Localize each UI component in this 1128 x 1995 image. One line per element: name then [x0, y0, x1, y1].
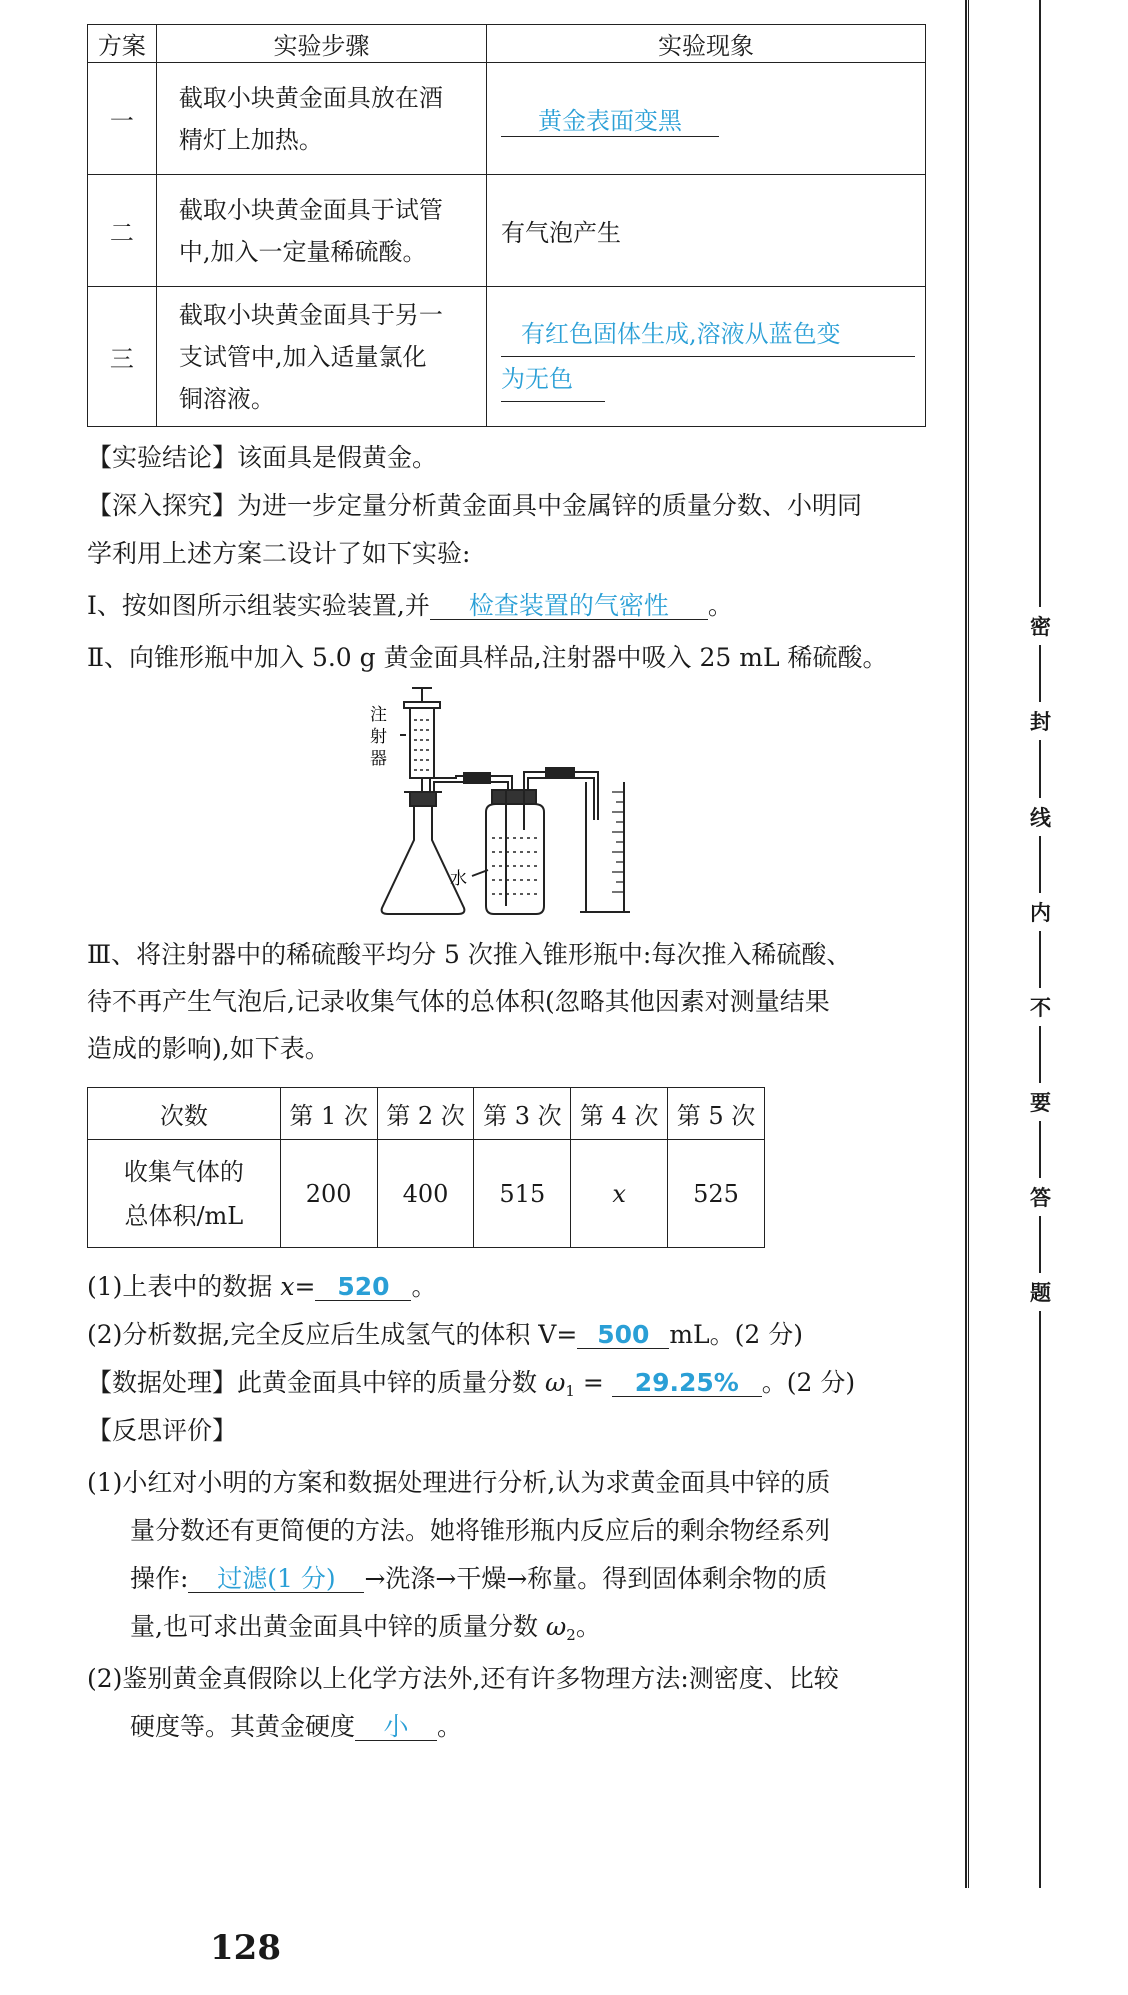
table-cell: 525 — [668, 1140, 765, 1248]
step-line: 中,加入一定量稀硫酸。 — [178, 237, 427, 266]
question-end: 。 — [411, 1272, 437, 1301]
row-label-line: 收集气体的 — [123, 1157, 244, 1186]
table-row — [88, 175, 926, 287]
question-end: mL。(2 分) — [669, 1320, 803, 1349]
seal-char: 密 — [1030, 607, 1051, 645]
step-1-answer: 检查装置的气密性 — [430, 593, 708, 620]
table-cell: 200 — [280, 1140, 377, 1248]
omega-symbol: ω — [544, 1368, 566, 1397]
equals: = — [582, 1368, 604, 1397]
gas-bottle-icon — [486, 790, 544, 914]
data-processing — [87, 1370, 855, 1404]
omega-symbol: ω — [545, 1612, 567, 1641]
question-2 — [87, 1322, 803, 1349]
explore-text: 【深入探究】为进一步定量分析黄金面具中金属锌的质量分数、小明同 — [87, 491, 863, 520]
step-2: Ⅱ、向锥形瓶中加入 5.0 g 黄金面具样品,注射器中吸入 25 mL 稀硫酸。 — [87, 643, 888, 672]
observation-answer: 为无色 — [501, 357, 605, 402]
plan-cell: 二 — [88, 175, 157, 287]
reflection-title: 【反思评价】 — [87, 1416, 238, 1445]
data-processing-answer: 29.25% — [612, 1370, 762, 1397]
syringe-icon — [400, 688, 440, 792]
margin-divider — [968, 0, 969, 1888]
question-2-answer: 500 — [577, 1322, 669, 1349]
experiment-table — [87, 24, 926, 427]
table-cell: 400 — [377, 1140, 474, 1248]
syringe-label: 射 — [370, 727, 387, 747]
experiment-conclusion: 【实验结论】该面具是假黄金。 — [87, 443, 438, 472]
plan-cell: 三 — [88, 287, 157, 427]
table-row — [88, 63, 926, 175]
step-line: 截取小块黄金面具于另一 — [178, 300, 443, 329]
observation-answer: 黄金表面变黑 — [501, 101, 719, 137]
subscript: 2 — [566, 1626, 576, 1644]
question-text: →洗涤→干燥→称量。得到固体剩余物的质 — [364, 1564, 828, 1593]
table-cell: x — [571, 1140, 668, 1248]
step-cell — [156, 63, 486, 175]
observation-cell — [487, 287, 926, 427]
question-text: 操作: — [130, 1564, 189, 1593]
reflection-2 — [130, 1714, 462, 1741]
seal-char: 答 — [1030, 1178, 1051, 1216]
table-header: 实验步骤 — [156, 25, 486, 63]
table-header: 第 3 次 — [474, 1088, 571, 1140]
question-1-answer: 520 — [315, 1274, 411, 1301]
question-text: 量,也可求出黄金面具中锌的质量分数 — [130, 1612, 538, 1641]
question-text: (1)上表中的数据 — [87, 1272, 273, 1301]
question-end: 。(2 分) — [761, 1368, 856, 1397]
question-text: 硬度等。其黄金硬度 — [130, 1712, 356, 1741]
question-end: 。 — [575, 1612, 601, 1641]
step-1-end: 。 — [707, 591, 733, 620]
table-header: 次数 — [88, 1088, 281, 1140]
seal-char: 封 — [1030, 702, 1051, 740]
reflection-1: (1)小红对小明的方案和数据处理进行分析,认为求黄金面具中锌的质 — [87, 1468, 831, 1497]
reflection-2-answer: 小 — [355, 1714, 437, 1741]
reflection-1: 量分数还有更简便的方法。她将锥形瓶内反应后的剩余物经系列 — [130, 1516, 831, 1545]
step-cell — [156, 175, 486, 287]
syringe-label: 注 — [370, 705, 387, 725]
step-line: 截取小块黄金面具放在酒 — [178, 83, 443, 112]
table-header-row — [88, 1088, 765, 1140]
reflection-2: (2)鉴别黄金真假除以上化学方法外,还有许多物理方法:测密度、比较 — [87, 1664, 839, 1693]
table-row — [88, 287, 926, 427]
question-1 — [87, 1274, 436, 1301]
conical-flask-icon — [382, 792, 465, 914]
reflection-1 — [130, 1566, 827, 1593]
gas-volume-table — [87, 1087, 765, 1248]
step-line: 支试管中,加入适量氯化 — [178, 342, 427, 371]
table-header: 第 5 次 — [668, 1088, 765, 1140]
step-cell — [156, 287, 486, 427]
seal-char: 不 — [1030, 988, 1051, 1026]
observation-answer: 有红色固体生成,溶液从蓝色变 — [501, 312, 915, 357]
margin-divider — [965, 0, 967, 1888]
seal-line — [1039, 0, 1041, 1888]
apparatus-diagram — [360, 680, 660, 920]
seal-char: 要 — [1030, 1083, 1051, 1121]
table-header: 第 1 次 — [280, 1088, 377, 1140]
water-label: 水 — [450, 869, 467, 889]
question-text: (2)分析数据,完全反应后生成氢气的体积 V= — [87, 1320, 578, 1349]
question-end: 。 — [437, 1712, 463, 1741]
step-1-text: Ⅰ、按如图所示组装实验装置,并 — [87, 591, 430, 620]
step-line: 精灯上加热。 — [178, 125, 323, 154]
observation-cell — [487, 63, 926, 175]
step-1 — [87, 593, 733, 620]
seal-char: 线 — [1030, 798, 1051, 836]
table-header: 实验现象 — [487, 25, 926, 63]
subscript: 1 — [565, 1382, 575, 1400]
table-row — [88, 1140, 765, 1248]
plan-cell: 一 — [88, 63, 157, 175]
step-line: 铜溶液。 — [178, 384, 275, 413]
row-label — [88, 1140, 281, 1248]
explore-text: 学利用上述方案二设计了如下实验: — [87, 539, 471, 568]
page-number: 128 — [210, 1928, 281, 1968]
variable: x — [280, 1272, 295, 1301]
step-3: 造成的影响),如下表。 — [87, 1034, 330, 1063]
step-3: 待不再产生气泡后,记录收集气体的总体积(忽略其他因素对测量结果 — [87, 987, 830, 1016]
question-text: 【数据处理】此黄金面具中锌的质量分数 — [87, 1368, 538, 1397]
table-cell: 515 — [474, 1140, 571, 1248]
table-header: 第 2 次 — [377, 1088, 474, 1140]
reflection-1-answer: 过滤(1 分) — [188, 1566, 364, 1593]
observation-cell: 有气泡产生 — [487, 175, 926, 287]
graduated-cylinder-icon — [580, 782, 630, 912]
seal-char: 内 — [1030, 893, 1051, 931]
table-header: 第 4 次 — [571, 1088, 668, 1140]
equals: = — [294, 1272, 316, 1301]
table-header: 方案 — [88, 25, 157, 63]
table-header-row — [88, 25, 926, 63]
seal-char: 题 — [1030, 1273, 1051, 1311]
syringe-label: 器 — [370, 749, 387, 769]
reflection-1 — [130, 1614, 601, 1648]
step-line: 截取小块黄金面具于试管 — [178, 195, 443, 224]
row-label-line: 总体积/mL — [124, 1201, 244, 1230]
step-3: Ⅲ、将注射器中的稀硫酸平均分 5 次推入锥形瓶中:每次推入稀硫酸、 — [87, 940, 852, 969]
